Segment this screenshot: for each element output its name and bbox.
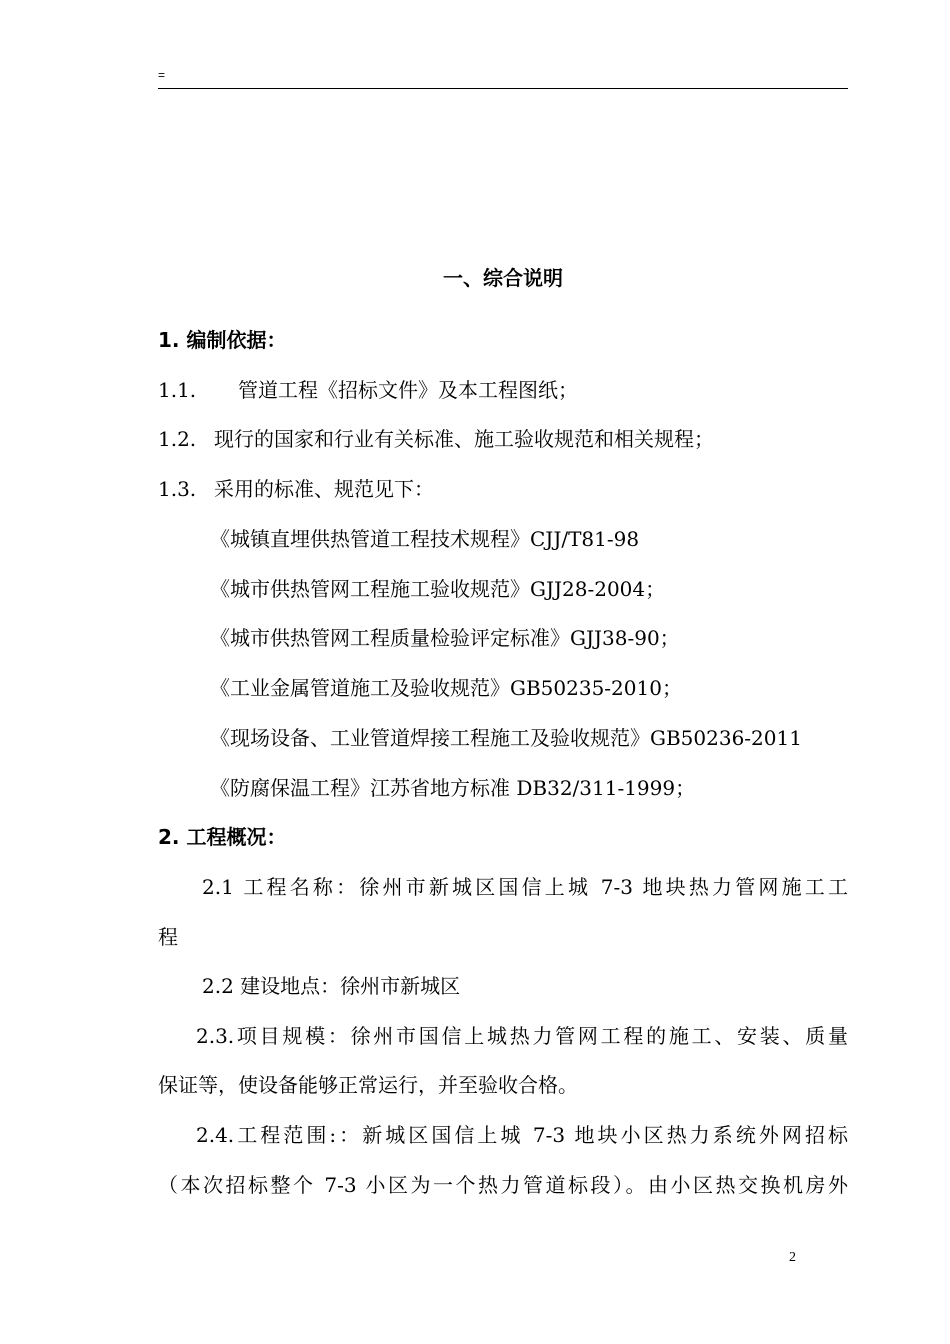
item-text: 管道工程《招标文件》及本工程图纸；: [238, 378, 578, 402]
header-mark: =: [158, 68, 166, 82]
overview-paragraph-line: 2.4.工程范围:：新城区国信上城 7-3 地块小区热力系统外网招标: [196, 1123, 848, 1147]
overview-paragraph-line: 2.1 工程名称：徐州市新城区国信上城 7-3 地块热力管网施工工: [202, 875, 848, 899]
overview-paragraph-line: 2.2 建设地点：徐州市新城区: [202, 974, 461, 998]
item-number: 1.3.: [158, 477, 197, 501]
overview-paragraph-line: （本次招标整个 7-3 小区为一个热力管道标段）。由小区热交换机房外: [158, 1173, 848, 1197]
standard-reference: 《城市供热管网工程施工验收规范》GJJ28-2004；: [210, 577, 666, 601]
overview-heading: 2. 工程概况：: [158, 825, 287, 849]
item-number: 1.1.: [158, 378, 197, 402]
standard-reference: 《工业金属管道施工及验收规范》GB50235-2010；: [210, 676, 682, 700]
item-number: 1.2.: [158, 427, 197, 451]
section-title: 一、综合说明: [443, 266, 563, 290]
basis-item: [158, 376, 848, 404]
standard-reference: 《防腐保温工程》江苏省地方标准 DB32/311-1999；: [210, 776, 696, 800]
overview-paragraph-line: 2.3.项目规模：徐州市国信上城热力管网工程的施工、安装、质量: [196, 1024, 848, 1048]
standard-reference: 《城镇直埋供热管道工程技术规程》CJJ/T81-98: [210, 527, 640, 551]
overview-paragraph-line: 保证等，使设备能够正常运行，并至验收合格。: [158, 1073, 578, 1097]
header-rule: [158, 88, 848, 89]
standard-reference: 《城市供热管网工程质量检验评定标准》GJJ38-90；: [210, 626, 680, 650]
page-number: 2: [789, 1250, 796, 1265]
standard-reference: 《现场设备、工业管道焊接工程施工及验收规范》GB50236-2011: [210, 726, 802, 750]
item-text: 采用的标准、规范见下：: [214, 477, 434, 501]
basis-item: [158, 425, 848, 453]
basis-heading: 1. 编制依据：: [158, 328, 287, 352]
overview-paragraph-line: 程: [158, 925, 178, 949]
item-text: 现行的国家和行业有关标准、施工验收规范和相关规程；: [214, 427, 714, 451]
basis-item: [158, 475, 848, 503]
